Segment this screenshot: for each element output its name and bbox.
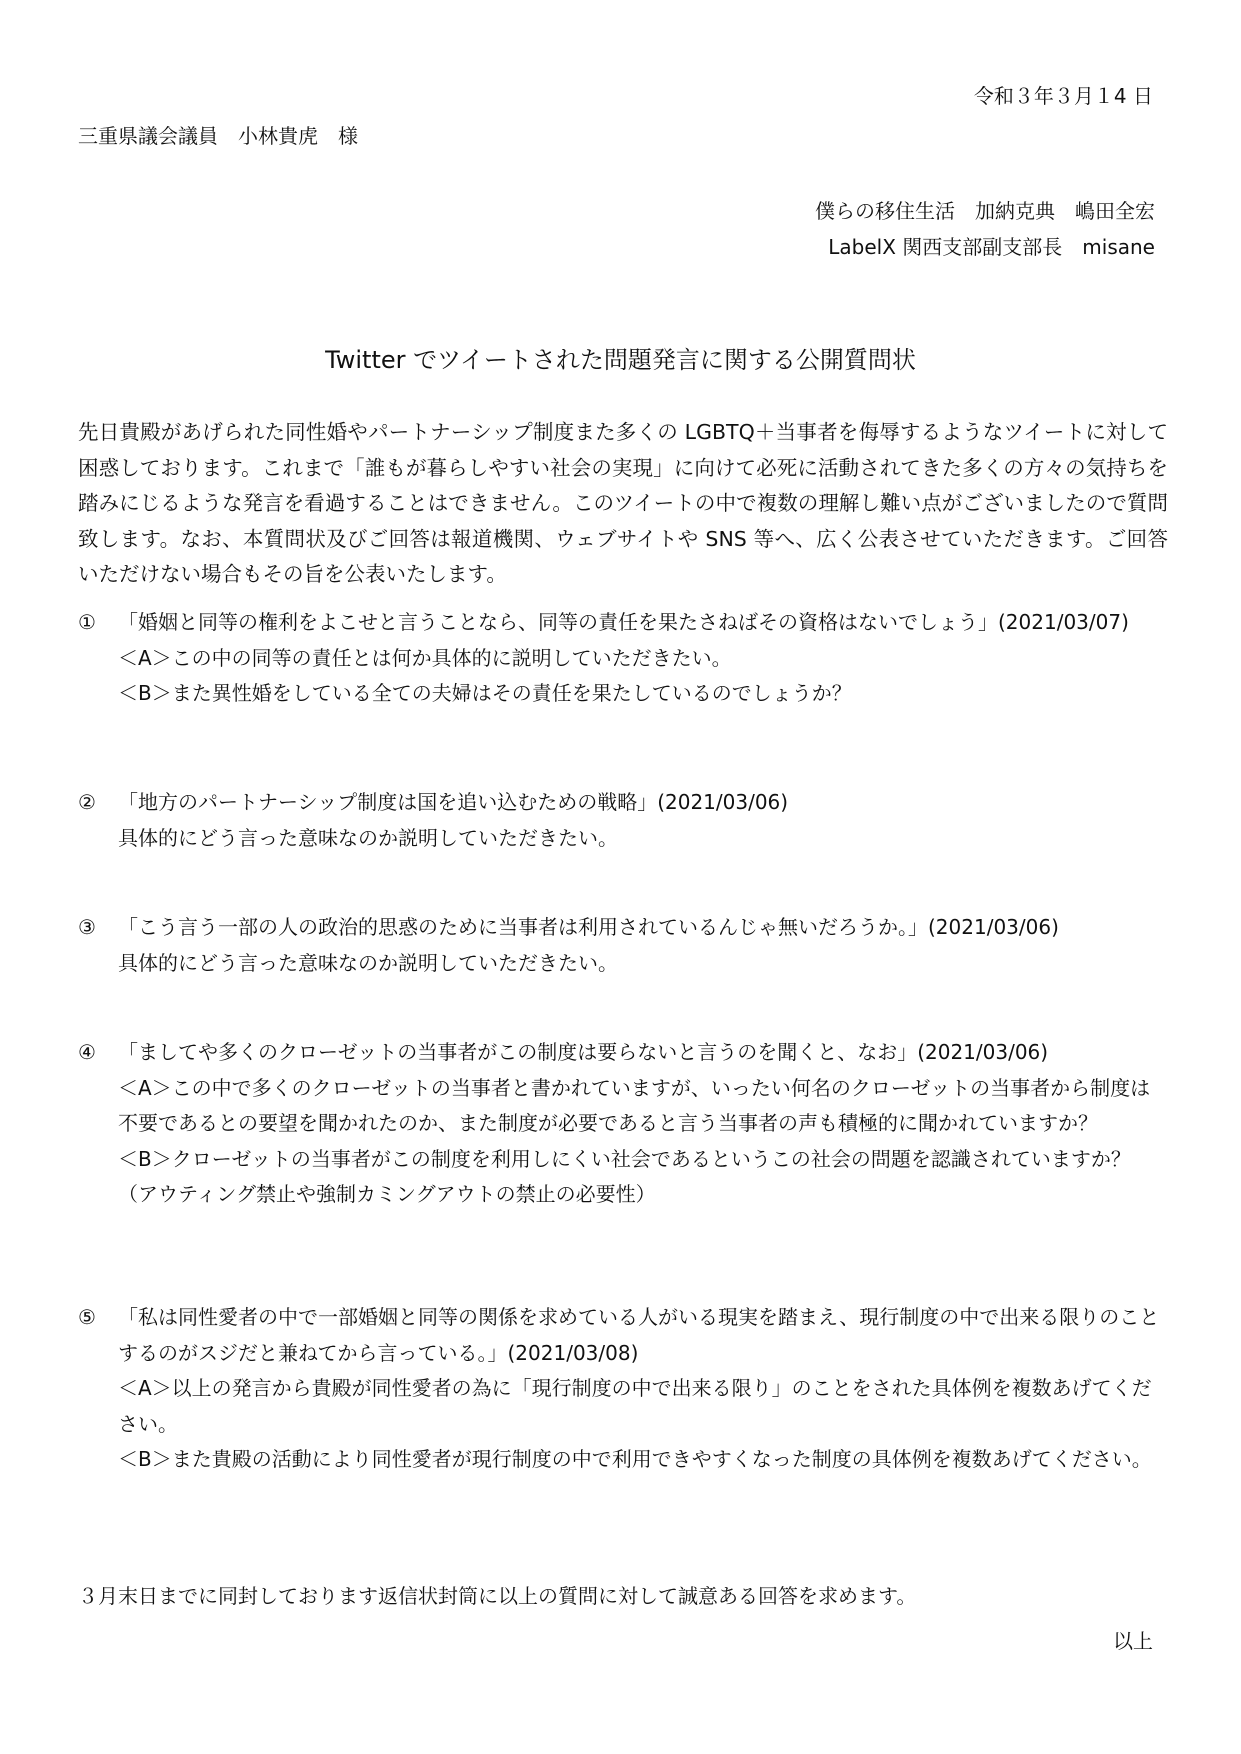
question-2	[78, 785, 1168, 856]
question-3	[78, 910, 1168, 981]
question-number: ①	[78, 610, 96, 634]
question-number: ③	[78, 915, 96, 939]
sender-line: LabelX 関西支部副支部長 misane	[828, 235, 1155, 259]
question-1	[78, 605, 1168, 712]
question-number: ②	[78, 790, 96, 814]
question-quote: 「私は同性愛者の中で一部婚姻と同等の関係を求めている人がいる現実を踏まえ、現行制度の中で出来る限りのことするのがスジだと兼ねてから言っている。」(2021/03/08)	[118, 1305, 1160, 1365]
question-sub: ＜A＞この中の同等の責任とは何か具体的に説明していただきたい。	[118, 645, 732, 670]
question-5	[78, 1300, 1168, 1478]
question-4	[78, 1035, 1168, 1213]
question-sub: ＜A＞この中で多くのクローゼットの当事者と書かれていますが、いったい何名のクローゼットの当事者から制度は不要であるとの要望を聞かれたのか、また制度が必要であると言う当事者の声も積極的に聞かれていますか？	[118, 1075, 1151, 1135]
question-sub: ＜B＞また貴殿の活動により同性愛者が現行制度の中で利用できやすくなった制度の具体例を複数あげてください。	[118, 1447, 1152, 1471]
question-sub: 具体的にどう言った意味なのか説明していただきたい。	[118, 825, 618, 850]
closing-sentence: ３月末日までに同封しております返信状封筒に以上の質問に対して誠意ある回答を求めます。	[78, 1584, 917, 1608]
question-sub: ＜A＞以上の発言から貴殿が同性愛者の為に「現行制度の中で出来る限り」のことをされた具体例を複数あげてください。	[118, 1376, 1152, 1436]
question-quote: 「こう言う一部の人の政治的思惑のために当事者は利用されているんじゃ無いだろうか。」(2021/03/06)	[118, 915, 1059, 939]
question-quote: 「ましてや多くのクローゼットの当事者がこの制度は要らないと言うのを聞くと、なお」(2021/03/06)	[118, 1040, 1049, 1064]
recipient: 三重県議会議員 小林貴虎 様	[78, 124, 358, 148]
question-number: ④	[78, 1040, 96, 1064]
intro-paragraph: 先日貴殿があげられた同性婚やパートナーシップ制度また多くの LGBTQ＋当事者を侮辱するようなツイートに対して困惑しております。これまで「誰もが暮らしやすい社会の実現」に向けて必死に活動されてきた多くの方々の気持ちを踏みにじるような発言を看過することはできません。このツイートの中で複数の理解し難い点がございましたので質問致します。なお、本質問状及びご回答は報道機関、ウェブサイトや SNS 等へ、広く公表させていただきます。ご回答いただけない場合もその旨を公表いたします。	[78, 420, 1168, 586]
senders	[815, 193, 1155, 265]
question-sub: ＜B＞また異性婚をしている全ての夫婦はその責任を果たしているのでしょうか？	[118, 681, 852, 705]
question-number: ⑤	[78, 1305, 96, 1329]
question-sub: ＜B＞クローゼットの当事者がこの制度を利用しにくい社会であるというこの社会の問題を認識されていますか？（アウティング禁止や強制カミングアウトの禁止の必要性）	[118, 1146, 1131, 1206]
letter-title: Twitter でツイートされた問題発言に関する公開質問状	[325, 346, 916, 374]
question-quote: 「地方のパートナーシップ制度は国を追い込むための戦略」(2021/03/06)	[118, 790, 789, 814]
question-quote: 「婚姻と同等の権利をよこせと言うことなら、同等の責任を果たさねばその資格はないでしょう」(2021/03/07)	[118, 610, 1129, 634]
sender-line: 僕らの移住生活 加納克典 嶋田全宏	[815, 199, 1155, 223]
question-sub: 具体的にどう言った意味なのか説明していただきたい。	[118, 950, 618, 975]
closing-mark: 以上	[1113, 1629, 1153, 1653]
letter-date: 令和３年３月１4 日	[973, 84, 1153, 108]
